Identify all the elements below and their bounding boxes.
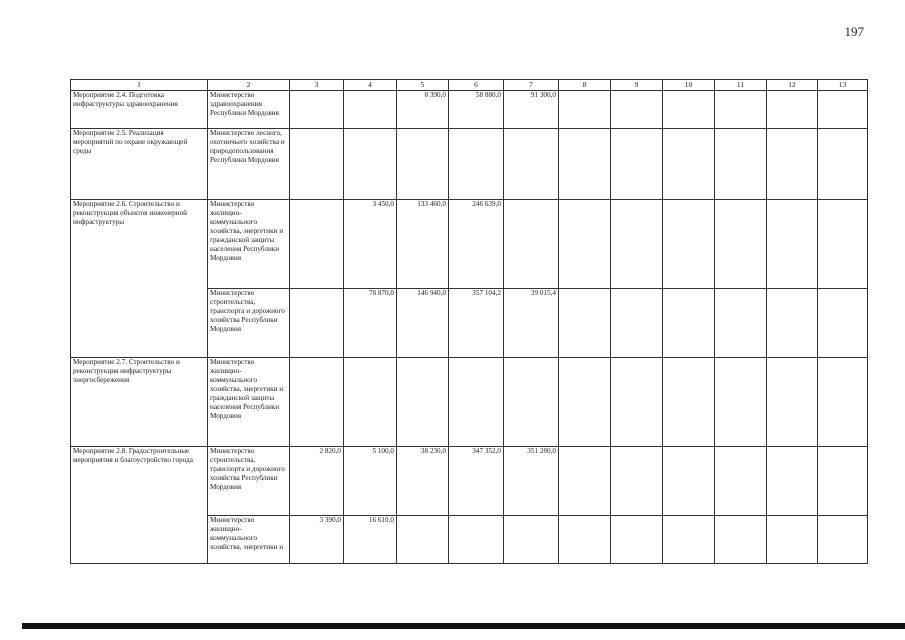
- column-header: 4: [344, 80, 397, 91]
- value-cell: [767, 91, 818, 129]
- value-cell: [818, 447, 868, 516]
- value-cell: [449, 516, 504, 564]
- value-cell: [767, 129, 818, 200]
- value-cell: [818, 516, 868, 564]
- header-row: [71, 80, 868, 91]
- table-row: [71, 358, 868, 447]
- value-cell: [611, 91, 663, 129]
- value-cell: [344, 91, 397, 129]
- value-cell: [663, 516, 715, 564]
- value-cell: [397, 516, 449, 564]
- value-cell: 351 280,0: [504, 447, 559, 516]
- value-cell: [715, 516, 767, 564]
- value-cell: 16 610,0: [344, 516, 397, 564]
- value-cell: [611, 289, 663, 358]
- value-cell: 78 870,0: [344, 289, 397, 358]
- column-header: 2: [208, 80, 290, 91]
- value-cell: [818, 91, 868, 129]
- value-cell: [818, 200, 868, 289]
- table-row: [71, 129, 868, 200]
- scan-bottom-edge: [22, 623, 905, 629]
- value-cell: 5 100,0: [344, 447, 397, 516]
- column-header: 11: [715, 80, 767, 91]
- value-cell: 347 352,0: [449, 447, 504, 516]
- column-header: 13: [818, 80, 868, 91]
- value-cell: 39 015,4: [504, 289, 559, 358]
- value-cell: [559, 91, 611, 129]
- value-cell: [663, 447, 715, 516]
- executor-cell: Министерство лесного, охотничьего хозяйства и природопользования Республики Мордовия: [208, 129, 290, 200]
- report-table: [70, 79, 868, 564]
- value-cell: [449, 358, 504, 447]
- value-cell: 8 390,0: [397, 91, 449, 129]
- value-cell: [611, 358, 663, 447]
- executor-cell: Министерство жилищно-коммунального хозяйства, энергетики и: [208, 516, 290, 564]
- value-cell: 38 230,0: [397, 447, 449, 516]
- column-header: 9: [611, 80, 663, 91]
- column-header: 10: [663, 80, 715, 91]
- value-cell: [611, 129, 663, 200]
- value-cell: [559, 200, 611, 289]
- table-body: [71, 91, 868, 564]
- value-cell: 357 104,2: [449, 289, 504, 358]
- value-cell: 3 390,0: [290, 516, 344, 564]
- value-cell: [559, 289, 611, 358]
- value-cell: 91 300,0: [504, 91, 559, 129]
- table-row: [71, 447, 868, 516]
- column-header: 3: [290, 80, 344, 91]
- value-cell: [290, 358, 344, 447]
- value-cell: [504, 200, 559, 289]
- value-cell: 146 940,0: [397, 289, 449, 358]
- column-header: 6: [449, 80, 504, 91]
- executor-cell: Министерство строительства, транспорта и дорожного хозяйства Республики Мордовия: [208, 447, 290, 516]
- executor-cell: Министерство жилищно-коммунального хозяйства, энергетики и гражданской защиты населения Республики Мордовия: [208, 200, 290, 289]
- value-cell: [715, 289, 767, 358]
- value-cell: [344, 358, 397, 447]
- value-cell: [767, 358, 818, 447]
- value-cell: [611, 447, 663, 516]
- value-cell: [767, 200, 818, 289]
- value-cell: [715, 358, 767, 447]
- measure-cell: Мероприятие 2.5. Реализация мероприятий по охране окружающей среды: [71, 129, 208, 200]
- value-cell: [767, 447, 818, 516]
- value-cell: [663, 129, 715, 200]
- executor-cell: Министерство здравоохранения Республики Мордовия: [208, 91, 290, 129]
- value-cell: [663, 200, 715, 289]
- value-cell: [818, 129, 868, 200]
- value-cell: [767, 289, 818, 358]
- value-cell: 58 880,0: [449, 91, 504, 129]
- column-header: 5: [397, 80, 449, 91]
- column-header: 7: [504, 80, 559, 91]
- value-cell: [663, 358, 715, 447]
- measure-cell: Мероприятие 2.8. Градостроительные мероприятия и благоустройство города: [71, 447, 208, 564]
- value-cell: 133 460,0: [397, 200, 449, 289]
- table-row: [71, 91, 868, 129]
- table-row: [71, 200, 868, 289]
- value-cell: [290, 200, 344, 289]
- value-cell: [663, 91, 715, 129]
- value-cell: 246 639,0: [449, 200, 504, 289]
- value-cell: [715, 200, 767, 289]
- column-header: 8: [559, 80, 611, 91]
- value-cell: [818, 289, 868, 358]
- value-cell: [715, 447, 767, 516]
- page-number: 197: [844, 24, 864, 39]
- value-cell: [559, 358, 611, 447]
- value-cell: [818, 358, 868, 447]
- value-cell: [767, 516, 818, 564]
- executor-cell: Министерство жилищно-коммунального хозяйства, энергетики и гражданской защиты населения Республики Мордовия: [208, 358, 290, 447]
- value-cell: [611, 516, 663, 564]
- value-cell: [290, 91, 344, 129]
- value-cell: 3 450,0: [344, 200, 397, 289]
- value-cell: [397, 358, 449, 447]
- column-header: 1: [71, 80, 208, 91]
- value-cell: [290, 129, 344, 200]
- value-cell: [504, 129, 559, 200]
- value-cell: [663, 289, 715, 358]
- value-cell: [449, 129, 504, 200]
- value-cell: [397, 129, 449, 200]
- value-cell: [559, 516, 611, 564]
- value-cell: [559, 447, 611, 516]
- column-header: 12: [767, 80, 818, 91]
- measure-cell: Мероприятие 2.7. Строительство и реконструкция инфраструктуры энергосбережения: [71, 358, 208, 447]
- value-cell: [559, 129, 611, 200]
- value-cell: [290, 289, 344, 358]
- executor-cell: Министерство строительства, транспорта и дорожного хозяйства Республики Мордовия: [208, 289, 290, 358]
- measure-cell: Мероприятие 2.4. Подготовка инфраструктуры здравоохранения: [71, 91, 208, 129]
- value-cell: [504, 516, 559, 564]
- measure-cell: Мероприятие 2.6. Строительство и реконструкция объектов инженерной инфраструктуры: [71, 200, 208, 358]
- value-cell: [344, 129, 397, 200]
- value-cell: [504, 358, 559, 447]
- value-cell: [611, 200, 663, 289]
- value-cell: [715, 91, 767, 129]
- value-cell: 2 820,0: [290, 447, 344, 516]
- value-cell: [715, 129, 767, 200]
